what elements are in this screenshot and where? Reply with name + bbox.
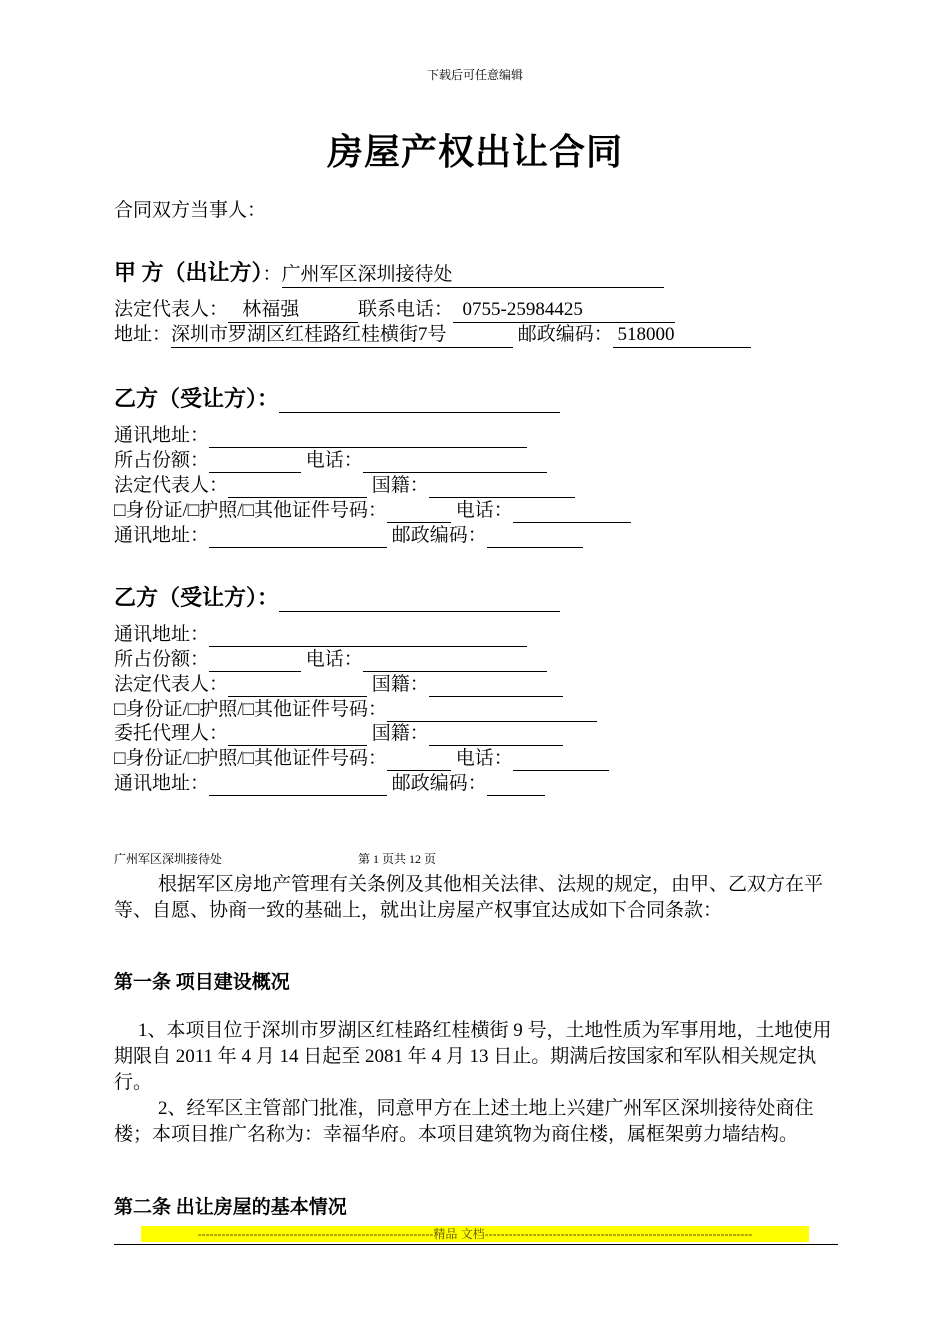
- party-b2-phone2-field: [513, 748, 609, 771]
- footer-org: 广州军区深圳接待处: [114, 852, 223, 866]
- party-b2-share-field: [209, 649, 301, 672]
- party-b1-post-field: [487, 525, 583, 548]
- footer-page-number: 第 1 页共 12 页: [358, 852, 437, 866]
- party-b2-rep-field: [228, 674, 367, 697]
- party-b2-phone-field: [363, 649, 547, 672]
- party-b1-heading: 乙方（受让方）：: [114, 386, 280, 411]
- party-b2-rep-line: 法定代表人： 国籍：: [114, 672, 563, 697]
- party-b1-share-line: 所占份额： 电话：: [114, 448, 547, 473]
- party-b1-phone2-field: [513, 500, 631, 523]
- party-b1-addr2-line: 通讯地址： 邮政编码：: [114, 523, 583, 548]
- party-b2-heading: 乙方（受让方）：: [114, 585, 280, 610]
- party-a-name: 广州军区深圳接待处: [282, 262, 664, 288]
- preamble-paragraph: 根据军区房地产管理有关条例及其他相关法律、法规的规定，由甲、乙双方在平等、自愿、协商一致的基础上，就出让房屋产权事宜达成如下合同条款：: [114, 874, 824, 921]
- party-b2-heading-line: [114, 585, 560, 612]
- party-b2-id2-field: [387, 748, 451, 771]
- document-title: 房屋产权出让合同: [326, 132, 623, 172]
- party-b1-phone-field: [363, 450, 547, 473]
- intro-line: 合同双方当事人：: [114, 200, 267, 221]
- party-b2-addr-line: 通讯地址：: [114, 622, 527, 647]
- party-a-addr-line: 地址：深圳市罗湖区红桂路红桂横街7号 邮政编码： 518000: [114, 322, 751, 348]
- party-a-rep-line: 法定代表人： 林福强 联系电话： 0755-25984425: [114, 297, 675, 323]
- party-a-heading-line: 甲 方（出让方）：广州军区深圳接待处: [114, 260, 664, 288]
- header-note: 下载后可任意编辑: [426, 68, 523, 82]
- party-a-addr-value: 深圳市罗湖区红桂路红桂横街7号: [171, 322, 513, 348]
- party-a-rep-value: 林福强: [228, 297, 358, 323]
- party-b2-share-line: 所占份额： 电话：: [114, 647, 547, 672]
- party-b1-rep-line: 法定代表人： 国籍：: [114, 473, 575, 498]
- party-b1-share-field: [209, 450, 301, 473]
- article-1-paragraph-1: 1、本项目位于深圳市罗湖区红桂路红桂横街 9 号，土地性质为军事用地，土地使用期限自 2011 年 4 月 14 日起至 2081 年 4 月 13 日止。期满后按国家和军队相关规定执行。: [114, 1020, 832, 1093]
- party-b2-agent-field: [228, 723, 367, 746]
- party-b2-nation2-field: [429, 723, 563, 746]
- party-b1-id-field: [387, 500, 451, 523]
- party-b2-nation-field: [429, 674, 563, 697]
- party-b2-id2-line: □身份证/□护照/□其他证件号码： 电话：: [114, 746, 609, 771]
- party-a-post-value: 518000: [613, 322, 751, 348]
- article-1-paragraph-2: 2、经军区主管部门批准，同意甲方在上述土地上兴建广州军区深圳接待处商住楼；本项目推广名称为：幸福华府。本项目建筑物为商住楼，属框架剪力墙结构。: [114, 1098, 814, 1145]
- party-b2-agent-line: 委托代理人： 国籍：: [114, 721, 563, 746]
- bottom-rule: [114, 1244, 838, 1245]
- party-b1-heading-line: [114, 386, 560, 413]
- party-b1-id-line: □身份证/□护照/□其他证件号码： 电话：: [114, 498, 631, 523]
- party-a-phone-value: 0755-25984425: [453, 297, 675, 323]
- party-b1-nation-field: [429, 475, 575, 498]
- article-1-title: 第一条 项目建设概况: [114, 972, 290, 993]
- article-2-title: 第二条 出让房屋的基本情况: [114, 1197, 347, 1218]
- party-b2-name-field: [279, 589, 560, 612]
- party-b1-rep-field: [228, 475, 367, 498]
- party-b2-id-line: □身份证/□护照/□其他证件号码：: [114, 697, 597, 722]
- party-b1-name-field: [279, 390, 560, 413]
- party-b2-addr-field: [209, 624, 527, 647]
- party-b2-addr2-field: [209, 773, 387, 796]
- party-a-heading: 甲 方（出让方）: [114, 260, 263, 285]
- party-b2-post-field: [487, 773, 545, 796]
- party-b1-addr-field: [209, 425, 527, 448]
- party-b1-addr2-field: [209, 525, 387, 548]
- party-b2-id-field: [387, 699, 597, 722]
- bottom-banner: -----------------------------------------------------------精品 文档-------------------------------------------------------------------: [141, 1226, 809, 1242]
- party-b1-addr-line: 通讯地址：: [114, 423, 527, 448]
- party-b2-addr2-line: 通讯地址： 邮政编码：: [114, 771, 545, 796]
